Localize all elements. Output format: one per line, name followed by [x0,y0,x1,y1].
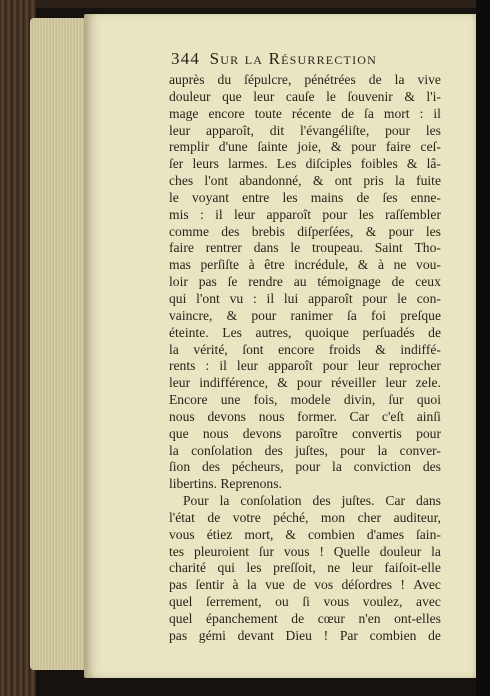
text-line: douleur que leur cauſe le ſouvenir & l'i- [169,88,441,104]
text-line: mas perſiſte à être incrédule, & à ne vou- [169,257,441,273]
book-cover-top [0,0,490,8]
text-line: remplir d'une ſainte joie, & pour faire ceſ- [169,139,441,155]
text-line: rents : il leur apparoît pour leur reprocher [169,358,441,374]
text-line: auprès du ſépulcre, pénétrées de la vive [169,72,441,87]
text-line: la conſolation des juſtes, pour la conver- [169,442,441,458]
text-line: ches l'ont abandonné, & ont pris la fuite [169,173,441,189]
text-line: ſion des pécheurs, pour la conviction des [169,459,441,475]
text-line: quel épanchement de cœur n'en ont-elles [169,611,441,626]
text-line: Encore une fois, modele divin, ſur quoi [169,392,441,408]
page-number: 344 [171,49,201,68]
text-line: loir pas ſe rendre au témoignage de ceux [169,274,441,290]
page-right-margin-shadow [476,0,490,696]
text-line: vous étiez mort, & combien d'ames ſain- [169,526,441,542]
text-line: ſer leurs larmes. Les diſciples foibles & lâ- [169,156,441,172]
text-line: libertins. Reprenons. [169,476,282,492]
text-line: qui l'ont vu : il lui apparoît pour le con- [169,290,441,306]
text-line: pas ſentir à la vue de vos déſordres ! Avec [169,577,441,593]
running-header [171,49,441,69]
text-line: l'état de votre péché, mon cher auditeur, [169,509,441,525]
text-line: comme des brebis diſperſées, & pour les [169,223,441,239]
page-edges [30,18,92,670]
text-line: vaincre, & pour ranimer ſa foi preſque [169,307,441,323]
running-title: Sur la Résurrection [209,49,377,68]
text-line: éteinte. Les autres, quoique perſuadés de [169,324,441,340]
text-line: mage encore toute récente de ſa mort : il [169,105,441,121]
text-line: quel ſerrement, ou ſi vous voulez, avec [169,594,441,610]
body-text [169,72,441,645]
text-line: faire rentrer dans le troupeau. Saint Tho- [169,240,441,256]
text-line: nous devons nous former. Car c'eſt ainſi [169,408,441,424]
text-line: tes pleuroient ſur vous ! Quelle douleur la [169,543,441,559]
text-line: charité qui les preſſoit, ne leur faiſoit-elle [169,560,441,576]
text-line: mis : il leur apparoît pour les raſſembler [169,206,441,222]
text-line: Pour la conſolation des juſtes. Car dans [183,493,441,509]
text-line: la vérité, ſont encore froids & indiffé- [169,341,441,357]
text-line: leur indifférence, & pour réveiller leur zele. [169,375,441,391]
text-line: le voyant entre les mains de ſes enne- [169,189,441,205]
text-line: pas gémi devant Dieu ! Par combien de [169,627,441,643]
text-line: que nous devons paroître convertis pour [169,425,441,441]
text-line: leur apparoît, dit l'évangéliſte, pour les [169,122,441,138]
